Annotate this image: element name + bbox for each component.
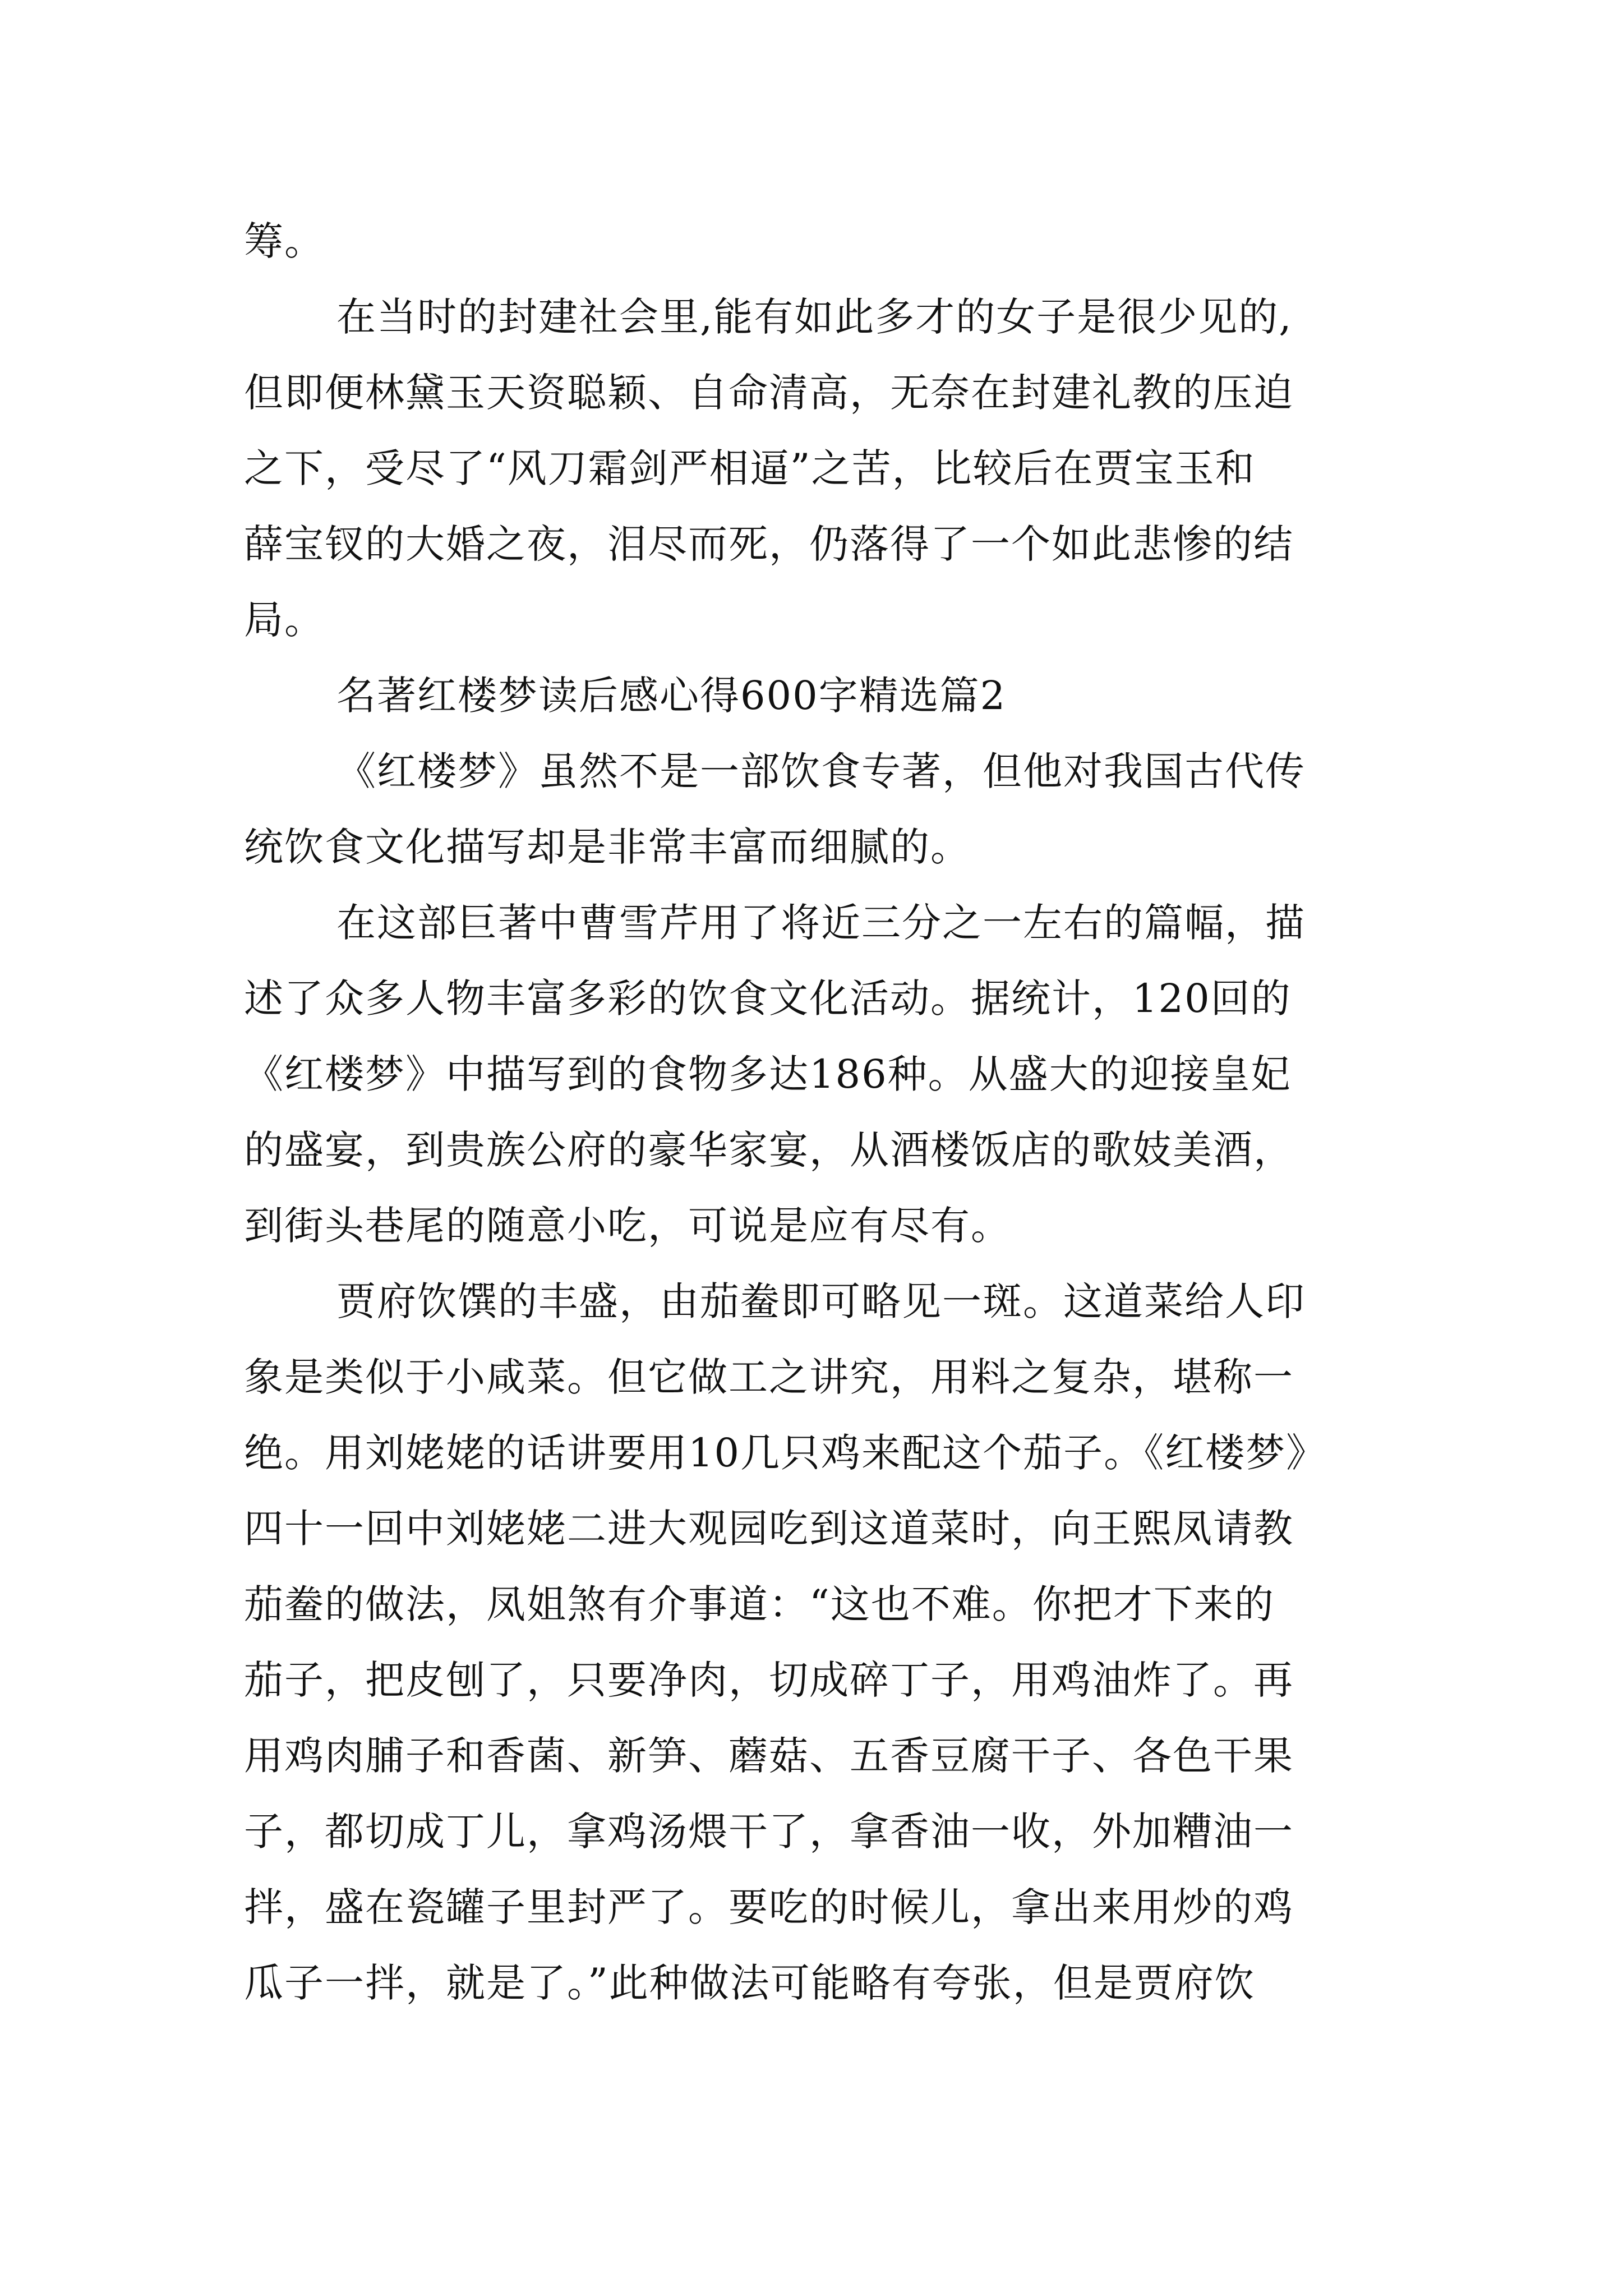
text-line: 用鸡肉脯子和香菌、新笋、蘑菇、五香豆腐干子、各色干果 bbox=[244, 1733, 1294, 1779]
text-line: 但即便林黛玉天资聪颖、自命清高，无奈在封建礼教的压迫 bbox=[244, 370, 1294, 416]
text-line: 在这部巨著中曹雪芹用了将近三分之一左右的篇幅，描 bbox=[336, 900, 1306, 946]
text-line: 茄鲞的做法，凤姐煞有介事道：“这也不难。你把才下来的 bbox=[244, 1581, 1275, 1627]
text-line: 贾府饮馔的丰盛，由茄鲞即可略见一斑。这道菜给人印 bbox=[336, 1278, 1306, 1324]
text-line: 之下，受尽了“风刀霜剑严相逼”之苦，比较后在贾宝玉和 bbox=[244, 445, 1256, 491]
text-line: 薛宝钗的大婚之夜，泪尽而死，仍落得了一个如此悲惨的结 bbox=[244, 521, 1294, 567]
text-line: 子，都切成丁儿，拿鸡汤煨干了，拿香油一收，外加糟油一 bbox=[244, 1809, 1294, 1855]
text-line: 绝。用刘姥姥的话讲要用10几只鸡来配这个茄子。《红楼梦》 bbox=[244, 1430, 1327, 1476]
section-heading: 名著红楼梦读后感心得600字精选篇2 bbox=[336, 673, 1007, 719]
text-line: 在当时的封建社会里,能有如此多才的女子是很少见的, bbox=[336, 294, 1293, 340]
text-line: 的盛宴，到贵族公府的豪华家宴，从酒楼饭店的歌妓美酒， bbox=[244, 1127, 1294, 1173]
text-line: 述了众多人物丰富多彩的饮食文化活动。据统计，120回的 bbox=[244, 976, 1292, 1022]
text-line: 《红楼梦》虽然不是一部饮食专著，但他对我国古代传 bbox=[336, 748, 1306, 794]
text-line: 象是类似于小咸菜。但它做工之讲究，用料之复杂，堪称一 bbox=[244, 1354, 1294, 1400]
text-line: 《红楼梦》中描写到的食物多达186种。从盛大的迎接皇妃 bbox=[244, 1051, 1292, 1097]
text-line: 局。 bbox=[244, 597, 325, 643]
text-line: 拌，盛在瓷罐子里封严了。要吃的时候儿，拿出来用炒的鸡 bbox=[244, 1884, 1294, 1930]
text-line: 四十一回中刘姥姥二进大观园吃到这道菜时，向王熙凤请教 bbox=[244, 1506, 1294, 1552]
text-line: 茄子，把皮刨了，只要净肉，切成碎丁子，用鸡油炸了。再 bbox=[244, 1657, 1294, 1703]
text-line: 瓜子一拌，就是了。”此种做法可能略有夸张，但是贾府饮 bbox=[244, 1960, 1255, 2006]
text-line: 统饮食文化描写却是非常丰富而细腻的。 bbox=[244, 824, 971, 870]
text-line: 筹。 bbox=[244, 218, 325, 264]
text-line: 到街头巷尾的随意小吃，可说是应有尽有。 bbox=[244, 1203, 1011, 1249]
